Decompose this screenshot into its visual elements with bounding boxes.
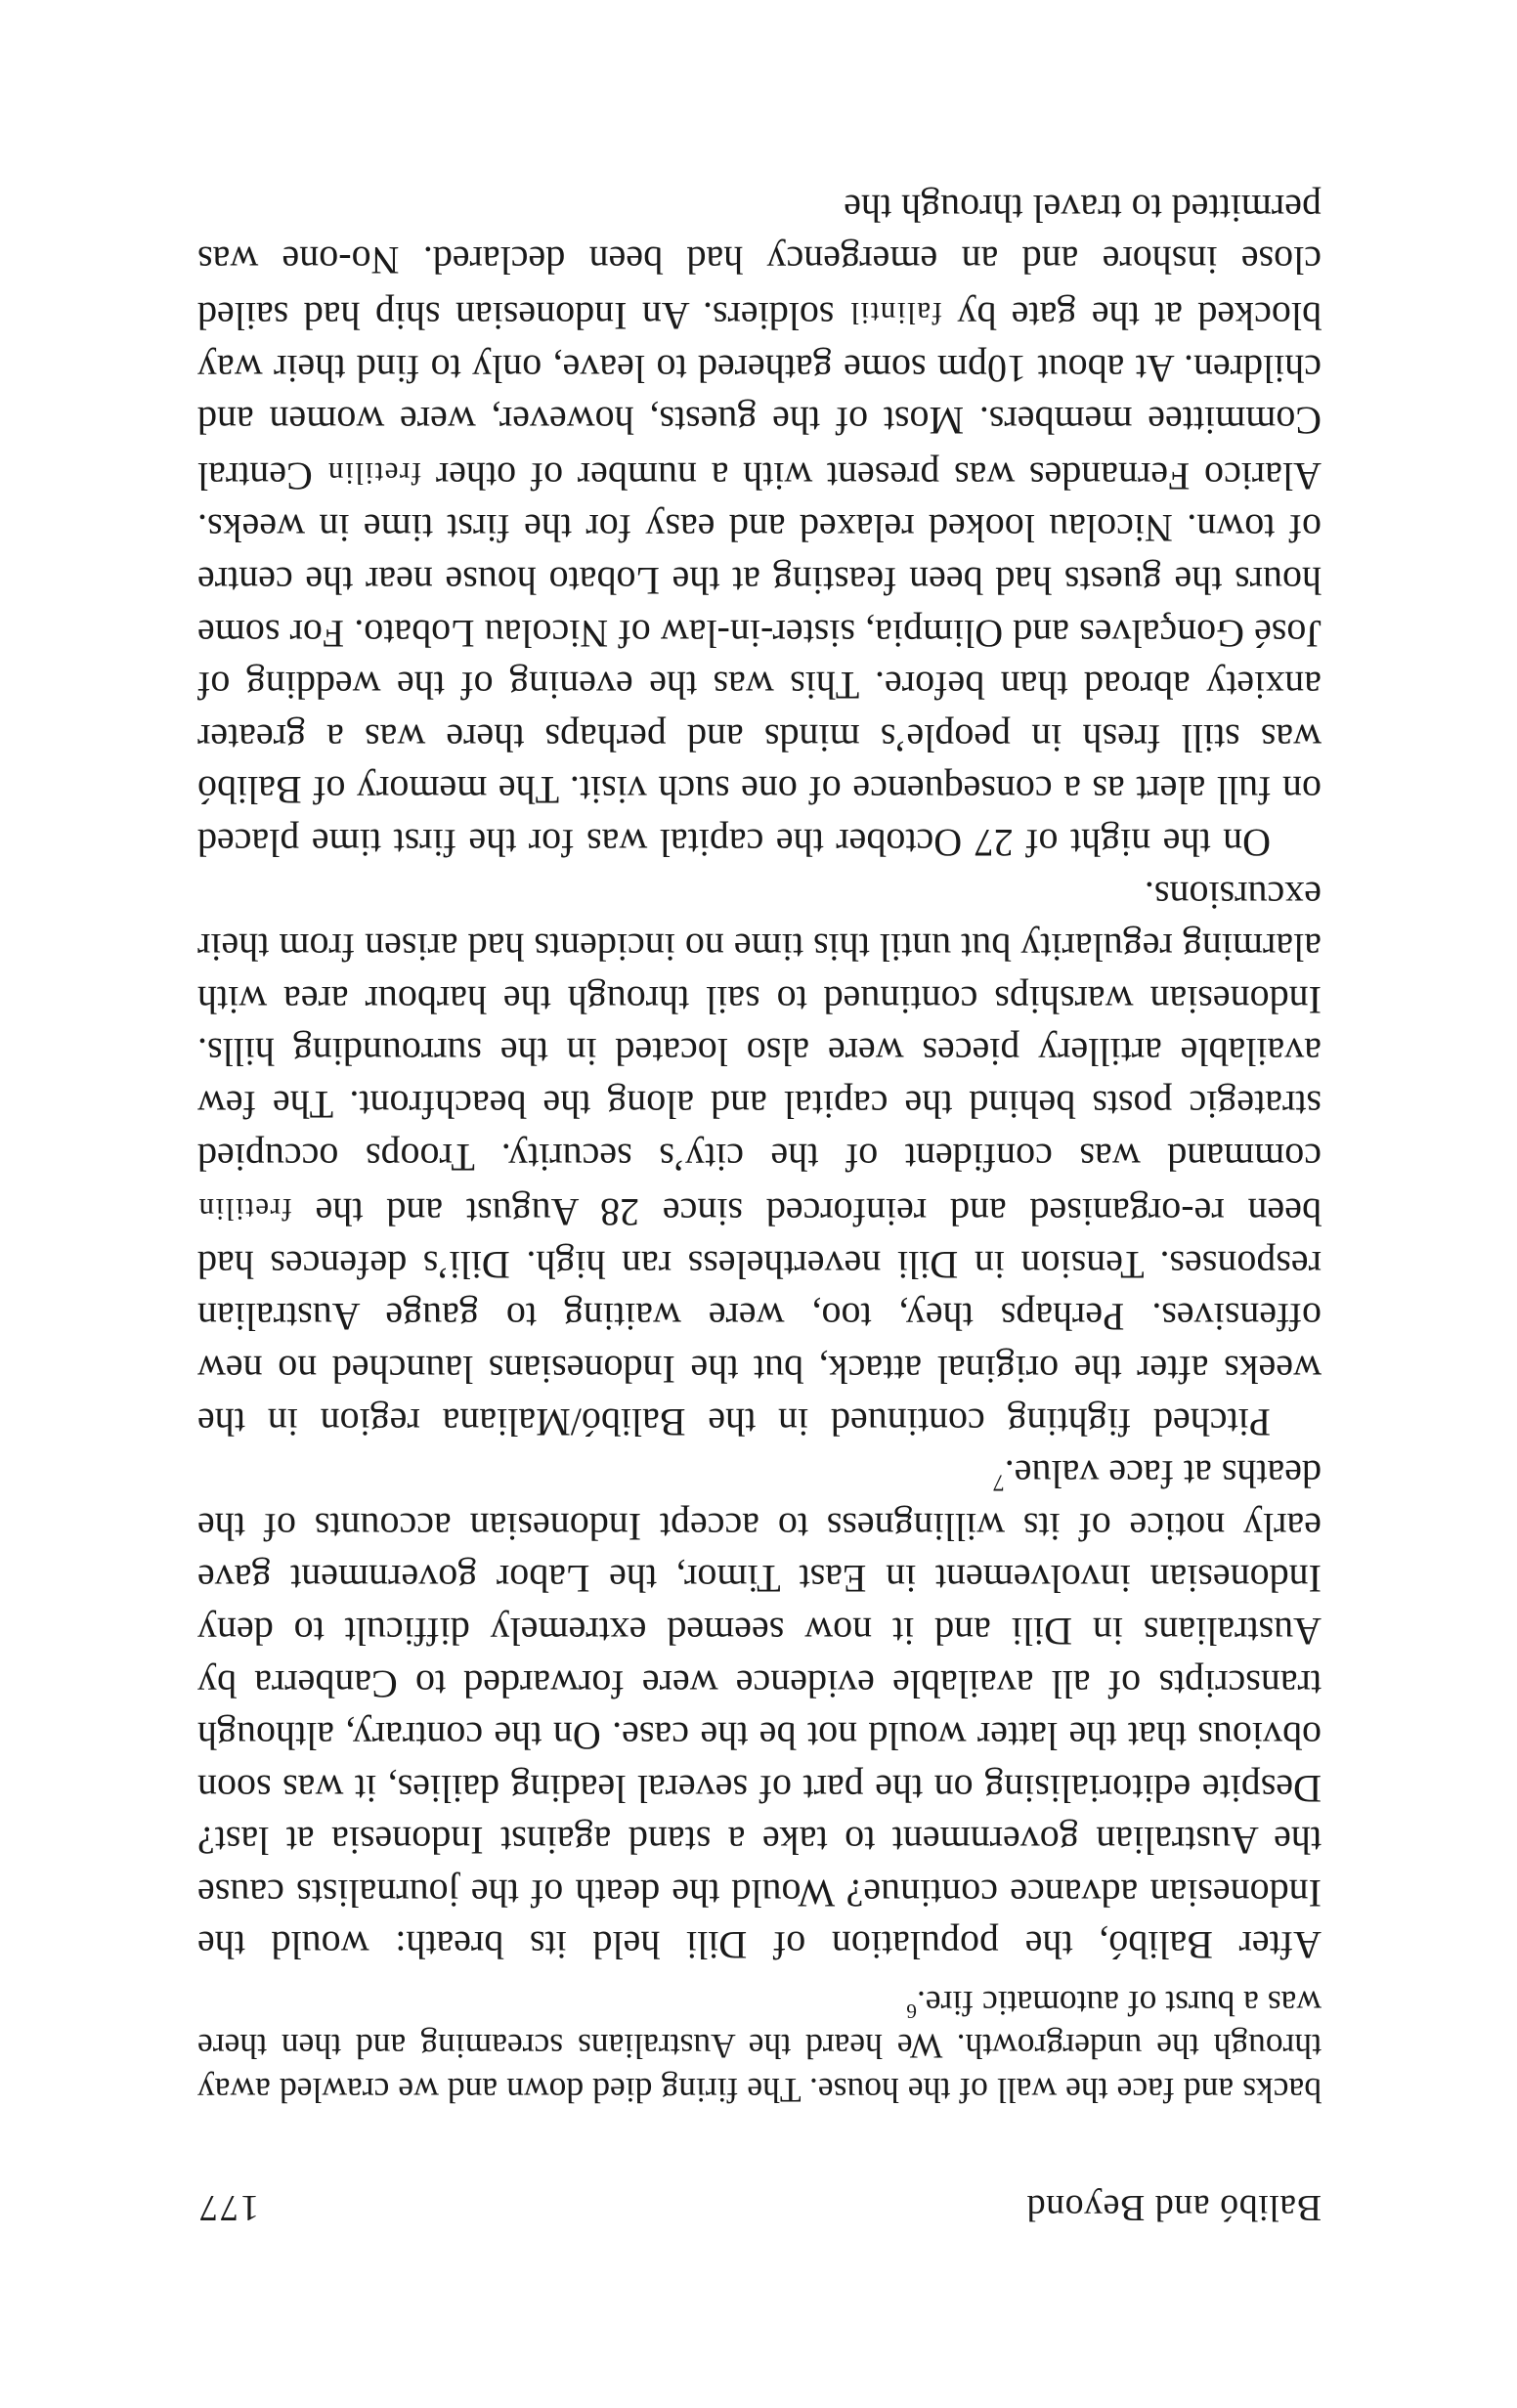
paragraph-text: soldiers. An Indonesian ship had sailed close inshore and an emergency had been declared. No-one was permitted to travel through the [197, 186, 1322, 339]
paragraph-text: After Balibó, the population of Dili held its breath: would the Indonesian advance continue? Would the death of the journalists cause the Australian government to take a stand against Indonesia at last? Despite editorialising on the part of several leading dailies, it was soon obvious that the latter would not be the case. On the contrary, although transcripts of all available evidence were forwarded to Canberra by Australians in Dili and it now seemed extremely difficult to deny Indonesian involvement in East Timor, the Labor government gave early notice of its willingness to accept Indonesian accounts of the deaths at face value. [197, 1452, 1322, 1968]
paragraph-text: Pitched fighting continued in the Balibó/Maliana region in the weeks after the original attack, but the Indonesians launched no new offensives. Perhaps they, too, were waiting to gauge Australian responses. Tension in Dili nevertheless ran high. Dili’s defences had been re-organised and reinforced since 28 August and the [197, 1190, 1322, 1444]
paragraph-text: Central Committee members. Most of the guests, however, were women and children. At about 10pm some gathered to leave, only to find their way blocked at the gate by [197, 294, 1322, 498]
paragraph-after-balibo [197, 1448, 1322, 1972]
paragraph-text: On the night of 27 October the capital was for the first time placed on full alert as a consequence of one such visit. The memory of Balibó was still fresh in people’s minds and perhaps there was a greater anxiety abroad than before. This was the evening of the wedding of José Gonçalves and Olimpia, sister-in-law of Nicolau Lobato. For some hours the guests had been feasting at the Lobato house near the centre of town. Nicolau looked relaxed and easy for the first time in weeks. Alarico Fernandes was present with a number of other [197, 453, 1322, 866]
paragraph-night-of-27-october [197, 182, 1322, 869]
small-caps-fretilin: fretilin [197, 1192, 292, 1227]
paragraph-pitched-fighting [197, 869, 1322, 1448]
footnote-ref-6: 6 [906, 1999, 917, 2023]
page-number: 177 [197, 2187, 259, 2228]
small-caps-fretilin: fretilin [326, 455, 422, 491]
running-head [197, 2178, 1322, 2237]
paragraph-text: command was confident of the city’s security. Troops occupied strategic posts behind the capital and along the beachfront. The few available artillery pieces were also located in the surrounding hills. Indonesian warships continued to sail through the harbour area with alarming regularity but until this time no incidents had arisen from their excursions. [197, 873, 1322, 1180]
small-caps-falintil: falintil [848, 296, 942, 331]
quoted-testimony [197, 1982, 1322, 2113]
text-block [197, 182, 1322, 2237]
quote-text: backs and face the wall of the house. The firing died down and we crawled away through the undergrowth. We heard the Australians screaming and then there was a burst of automatic fire. [197, 1984, 1322, 2110]
footnote-ref-7: 7 [992, 1469, 1005, 1495]
running-head-title: Balibó and Beyond [1026, 2187, 1322, 2228]
